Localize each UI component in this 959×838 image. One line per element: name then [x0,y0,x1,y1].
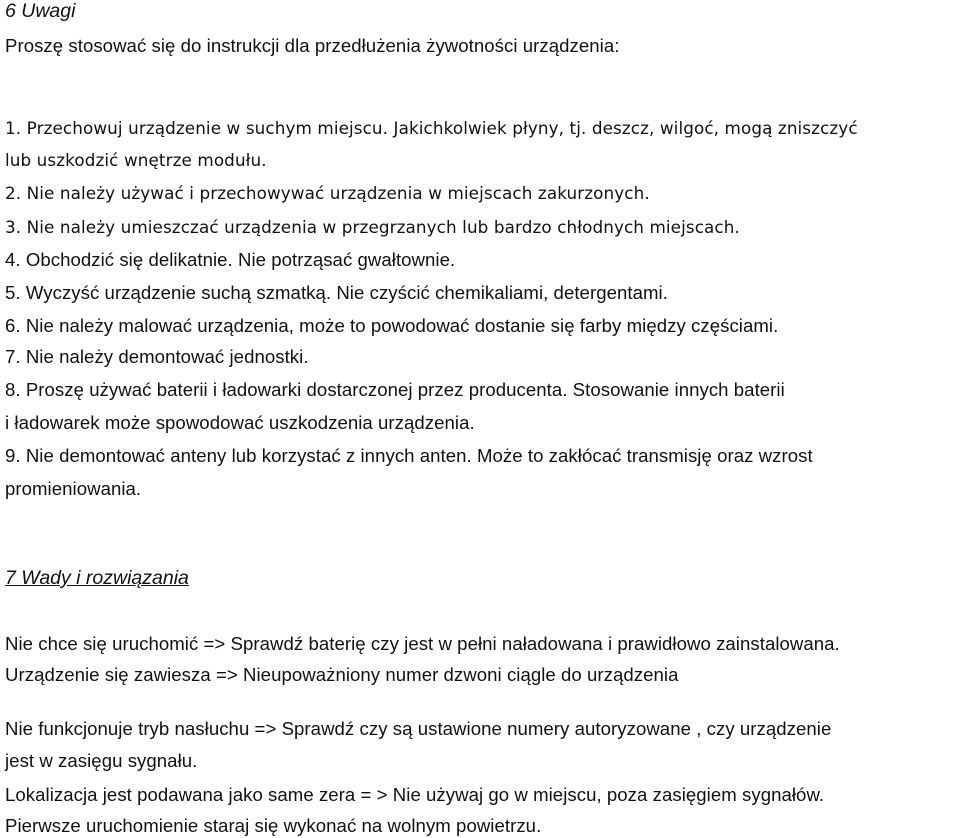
section-7-heading: 7 Wady i rozwiązania [5,567,189,589]
notes-item-9-line-1: 9. Nie demontować anteny lub korzystać z innych anten. Może to zakłócać transmisję oraz wzrost [5,445,813,466]
fault-line-3: Nie funkcjonuje tryb nasłuchu => Sprawdź czy są ustawione numery autoryzowane , czy urządzenie [5,718,832,739]
notes-item-9-line-2: promieniowania. [5,478,142,499]
section-6-intro: Proszę stosować się do instrukcji dla przedłużenia żywotności urządzenia: [5,35,620,56]
notes-item-8-line-2: i ładowarek może spowodować uszkodzenia urządzenia. [5,412,475,433]
notes-item-5: 5. Wyczyść urządzenie suchą szmatką. Nie czyścić chemikaliami, detergentami. [5,282,668,303]
notes-item-8-line-1: 8. Proszę używać baterii i ładowarki dostarczonej przez producenta. Stosowanie innych baterii [5,379,785,400]
fault-line-2: Urządzenie się zawiesza => Nieupoważniony numer dzwoni ciągle do urządzenia [5,664,679,685]
fault-line-5: Lokalizacja jest podawana jako same zera = > Nie używaj go w miejscu, poza zasięgiem sygnałów. [5,784,825,805]
notes-item-3: 3. Nie należy umieszczać urządzenia w przegrzanych lub bardzo chłodnych miejscach. [5,217,740,237]
notes-item-4: 4. Obchodzić się delikatnie. Nie potrząsać gwałtownie. [5,249,456,270]
section-6-heading: 6 Uwagi [5,0,76,22]
fault-line-4: jest w zasięgu sygnału. [5,750,198,771]
fault-line-6: Pierwsze uruchomienie staraj się wykonać na wolnym powietrzu. [5,815,542,836]
notes-item-6: 6. Nie należy malować urządzenia, może to powodować dostanie się farby między częściami. [5,315,779,336]
fault-line-1: Nie chce się uruchomić => Sprawdź baterię czy jest w pełni naładowana i prawidłowo zainstalowana. [5,633,840,654]
notes-item-1-line-2: lub uszkodzić wnętrze modułu. [5,150,267,170]
notes-item-7: 7. Nie należy demontować jednostki. [5,346,309,367]
notes-item-1-line-1: 1. Przechowuj urządzenie w suchym miejscu. Jakichkolwiek płyny, tj. deszcz, wilgoć, mogą zniszczyć [5,118,858,138]
notes-item-2: 2. Nie należy używać i przechowywać urządzenia w miejscach zakurzonych. [5,183,650,203]
